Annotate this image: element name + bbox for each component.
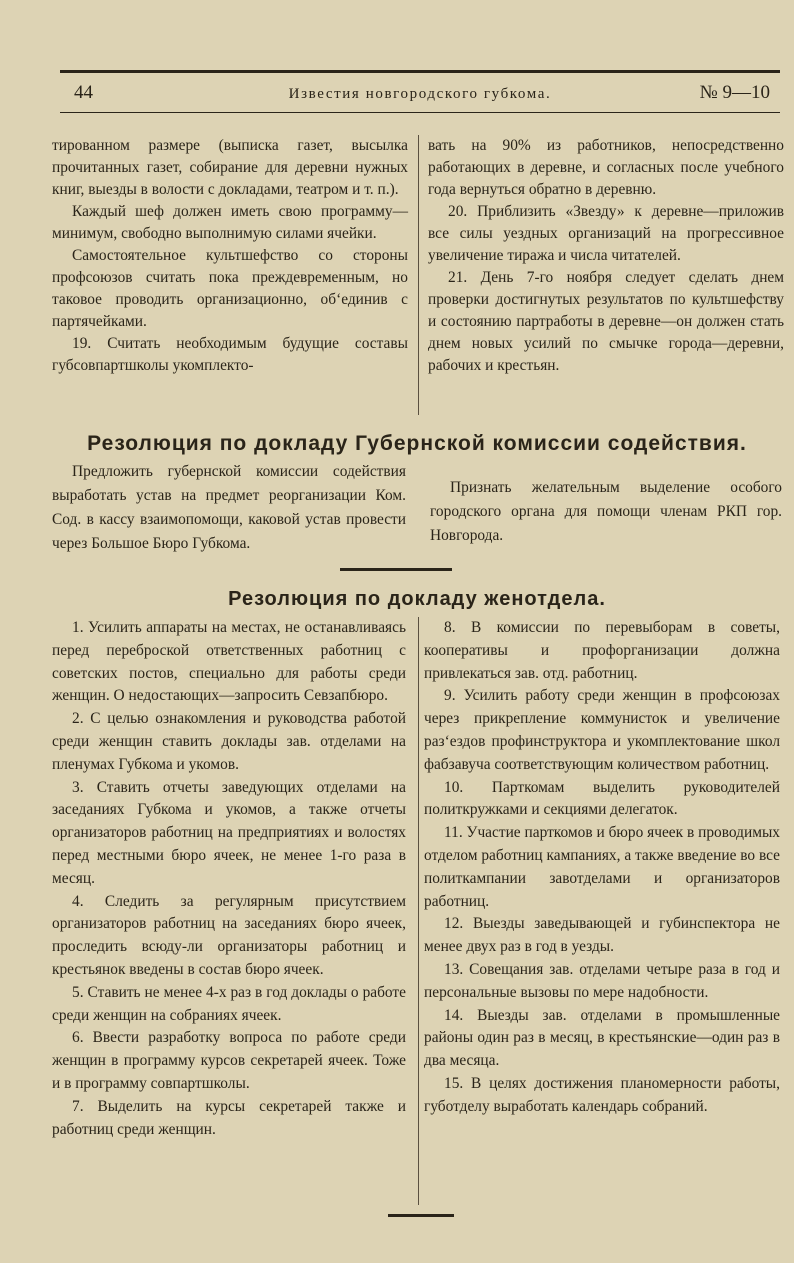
list-item: 3. Ставить отчеты заведующих отделами на заседаниях Губкома и укомов, а также отчеты организаторов работниц на предприятиях и волостях перед местными бюро ячеек, не менее 1-го раза в месяц. bbox=[52, 778, 406, 887]
section2-heading: Резолюция по докладу Губернской комиссии содействия. bbox=[87, 432, 747, 455]
list-item: 9. Усилить работу среди женщин в профсоюзах через прикрепление коммунисток и увеличение раз‘ездов профинструктора и укомплектование школ фабзавуча соответствующим количеством работниц. bbox=[424, 687, 780, 773]
list-item: 13. Совещания зав. отделами четыре раза в год и персональные вызовы по мере надобности. bbox=[424, 960, 780, 1001]
section3-heading: Резолюция по докладу женотдела. bbox=[228, 588, 606, 610]
list-item: 11. Участие парткомов и бюро ячеек в проводимых отделом работниц кампаниях, а также введение во все политкампании завотделами и организаторов работниц. bbox=[424, 824, 780, 910]
list-item: 6. Ввести разработку вопроса по работе среди женщин в программу курсов секретарей ячеек. Тоже и в программу совпартшколы. bbox=[52, 1029, 406, 1092]
list-item: 7. Выделить на курсы секретарей также и работниц среди женщин. bbox=[52, 1097, 406, 1138]
section2-right-column bbox=[430, 476, 782, 548]
list-item: 5. Ставить не менее 4-х раз в год доклады о работе среди женщин на собраниях ячеек. bbox=[52, 983, 406, 1024]
issue-number: № 9—10 bbox=[699, 82, 770, 103]
list-item: 15. В целях достижения планомерности работы, губотделу выработать календарь собраний. bbox=[424, 1074, 780, 1115]
paragraph: 21. День 7-го ноября следует сделать днем проверки достигнутых результатов по культшефству и состоянию партработы в деревне—он должен стать днем новых усилий по смычке города—деревни, рабочих и крестьян. bbox=[428, 269, 784, 374]
list-item: 12. Выезды заведывающей и губинспектора не менее двух раз в год в уезды. bbox=[424, 915, 780, 956]
paragraph: Признать желательным выделение особого городского органа для помощи членам РКП гор. Новгорода. bbox=[430, 479, 782, 544]
section1-left-column bbox=[52, 135, 408, 377]
column-divider bbox=[418, 617, 419, 1205]
paragraph: 20. Приблизить «Звезду» к деревне—приложив все силы уездных организаций на прогрессивное увеличение тиража и числа читателей. bbox=[428, 203, 784, 264]
list-item: 10. Парткомам выделить руководителей политкружками и секциями делегаток. bbox=[424, 778, 780, 819]
section1-right-column bbox=[428, 135, 784, 377]
section2-left-column bbox=[52, 460, 406, 556]
list-item: 2. С целью ознакомления и руководства работой среди женщин ставить доклады зав. отделами на пленумах Губкома и укомов. bbox=[52, 710, 406, 773]
list-item: 14. Выезды зав. отделами в промышленные районы один раз в месяц, в крестьянские—один раз в два месяца. bbox=[424, 1006, 780, 1070]
page-header bbox=[70, 80, 770, 110]
list-item: 4. Следить за регулярным присутствием организаторов работниц на заседаниях бюро ячеек, проследить всюду-ли организаторы работниц и крестьянок введены в состав бюро ячеек. bbox=[52, 892, 406, 978]
paragraph: 19. Считать необходимым будущие составы губсовпартшколы укомплекто- bbox=[52, 335, 408, 374]
page-number: 44 bbox=[74, 82, 93, 103]
section3-right-column bbox=[424, 617, 780, 1119]
list-item: 8. В комиссии по перевыборам в советы, кооперативы и профорганизации должна привлекаться зав. отд. работниц. bbox=[424, 619, 780, 682]
publication-title: Известия новгородского губкома. bbox=[288, 86, 552, 102]
paragraph: Предложить губернской комиссии содействия выработать устав на предмет реорганизации Ком. Сод. в кассу взаимопомощи, каковой устав провести через Большое Бюро Губкома. bbox=[52, 463, 406, 552]
section3-left-column bbox=[52, 617, 406, 1141]
paragraph: Каждый шеф должен иметь свою программу—минимум, свободно выполнимую силами ячейки. bbox=[52, 203, 408, 242]
end-rule bbox=[388, 1214, 454, 1217]
header-rule bbox=[60, 112, 780, 113]
paragraph: Самостоятельное культшефство со стороны профсоюзов считать пока преждевременным, но таковое проводить организационно, об‘единив с партячейками. bbox=[52, 247, 408, 330]
list-item: 1. Усилить аппараты на местах, не останавливаясь перед переброской ответственных работниц с советских постов, специально для работы среди женщин. О недостающих—запросить Севзапбюро. bbox=[52, 619, 406, 705]
section-divider bbox=[340, 568, 452, 571]
paragraph: вать на 90% из работников, непосредственно работающих в деревне, и согласных после учебного года вернуться обратно в деревню. bbox=[428, 137, 784, 198]
top-rule bbox=[60, 70, 780, 73]
paragraph: тированном размере (выписка газет, высылка прочитанных газет, собирание для деревни нужных книг, выезды в волости с докладами, театром и т. п.). bbox=[52, 137, 408, 198]
column-divider bbox=[418, 135, 419, 415]
